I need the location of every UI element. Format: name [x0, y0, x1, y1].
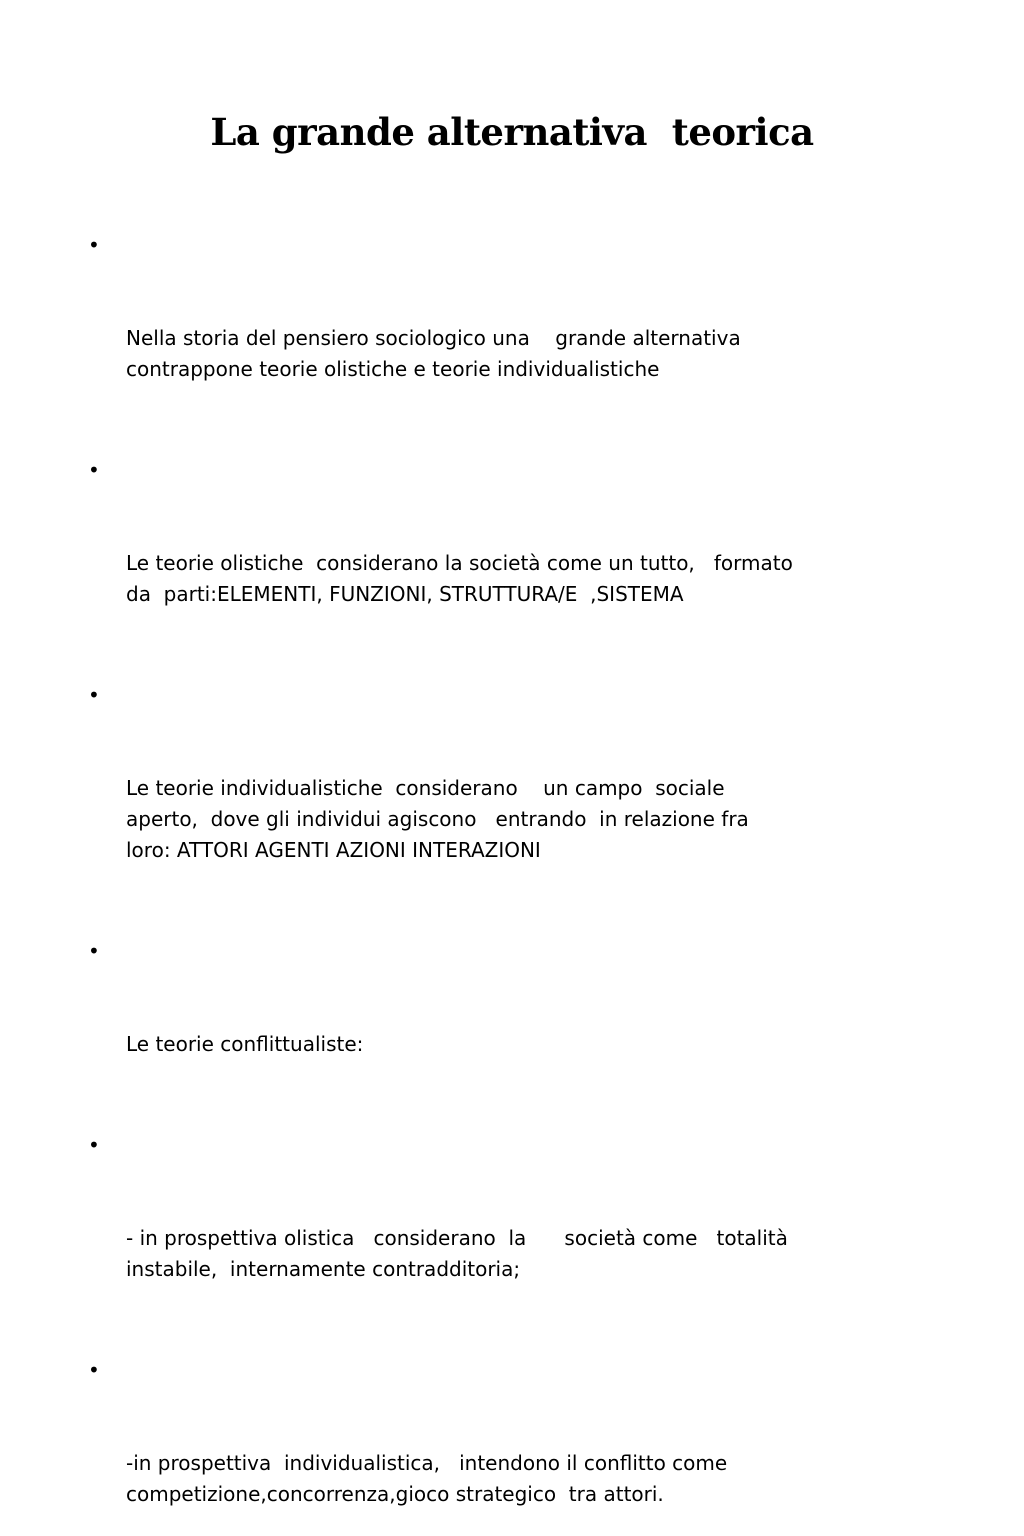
bullet-item	[88, 1130, 948, 1347]
bullet-text: Le teorie conflittualiste:	[126, 1032, 364, 1056]
bullet-item	[88, 680, 948, 928]
bullet-text: Nella storia del pensiero sociologico una grande alternativa contrappone teorie olistiche e teorie individualistiche	[126, 326, 741, 381]
bullet-dot-icon: •	[88, 1133, 100, 1157]
bullet-dot-icon: •	[88, 939, 100, 963]
bullet-text: - in prospettiva olistica considerano la società come totalità instabile, internamente contradditoria;	[126, 1226, 788, 1281]
bullet-text: Le teorie olistiche considerano la società come un tutto, formato da parti:ELEMENTI, FUNZIONI, STRUTTURA/E ,SISTEMA	[126, 551, 793, 606]
bullet-list	[88, 230, 948, 1536]
bullet-dot-icon: •	[88, 1358, 100, 1382]
bullet-dot-icon: •	[88, 233, 100, 257]
bullet-item	[88, 1355, 948, 1536]
bullet-dot-icon: •	[88, 458, 100, 482]
bullet-item	[88, 230, 948, 447]
bullet-item	[88, 455, 948, 672]
bullet-text: Le teorie individualistiche considerano un campo sociale aperto, dove gli individui agiscono entrando in relazione fra loro: ATTORI AGENTI AZIONI INTERAZIONI	[126, 776, 749, 862]
bullet-dot-icon: •	[88, 683, 100, 707]
bullet-item	[88, 936, 948, 1122]
bullet-text: -in prospettiva individualistica, intendono il conflitto come competizione,concorrenza,gioco strategico tra attori.	[126, 1451, 728, 1506]
slide-title: La grande alternativa teorica	[210, 110, 814, 154]
